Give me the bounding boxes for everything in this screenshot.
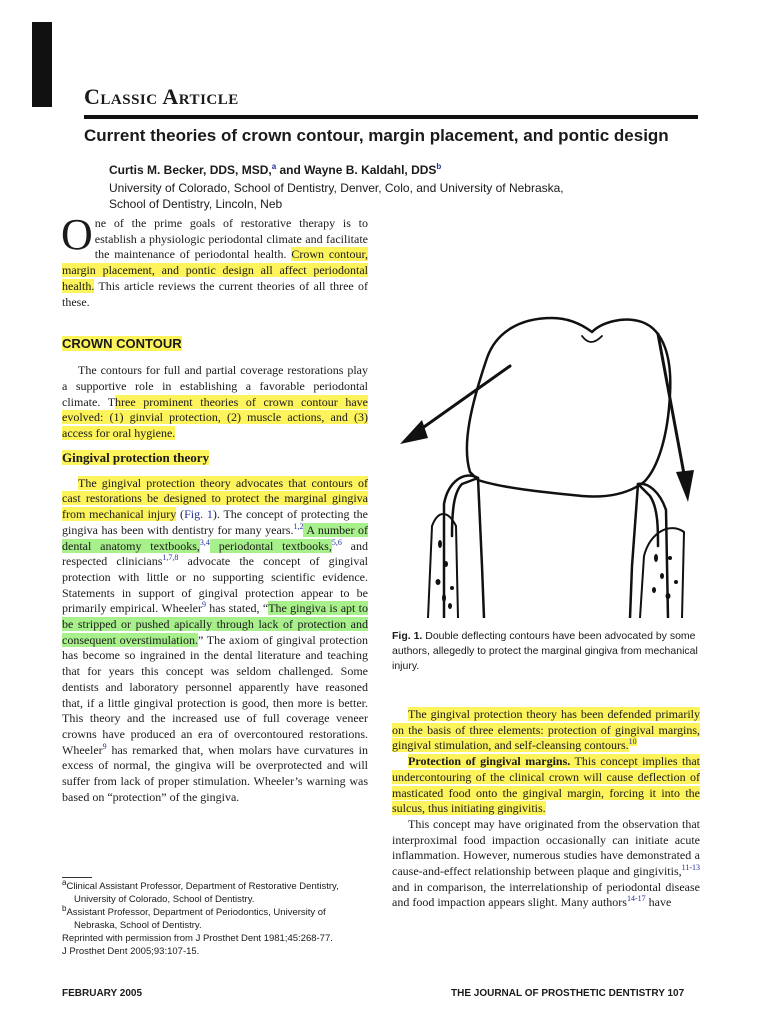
citation-link[interactable]: 9: [201, 600, 206, 610]
citation-link[interactable]: 1,2: [293, 521, 304, 531]
deflection-arrow-right-line: [658, 334, 684, 474]
gingiva-right: [638, 484, 668, 618]
citation-link[interactable]: 14-17: [626, 894, 646, 904]
author-2: and Wayne B. Kaldahl, DDS: [276, 163, 437, 177]
citation-link[interactable]: 11-13: [681, 863, 700, 873]
section-heading: CROWN CONTOUR: [62, 336, 182, 352]
citation-link[interactable]: 1,7,8: [162, 553, 179, 563]
root-right: [630, 484, 638, 618]
author-1: Curtis M. Becker, DDS, MSD,: [109, 163, 272, 177]
crown-contour-figure: [392, 296, 712, 618]
drop-cap: O: [61, 210, 93, 259]
affiliation-line: University of Colorado, School of Dentistry, Denver, Colo, and University of Nebraska,: [109, 181, 564, 195]
intro-paragraph: [61, 210, 369, 310]
crown-contour-paragraph: The contours for full and partial coverage restorations play a supportive role in establishing a favorable periodontal climate. Three prominent theories of crown contour have evolved: (1) ginvial protection, (2) muscle actions, and (3) access for oral hygiene.: [62, 363, 368, 441]
citation-link[interactable]: 10: [628, 737, 637, 747]
author-line: [109, 163, 441, 177]
header-rule: [84, 115, 698, 119]
affiliation-line: School of Dentistry, Lincoln, Neb: [109, 197, 283, 211]
footnote-b-cont: Nebraska, School of Dentistry.: [74, 920, 202, 931]
footer-date: FEBRUARY 2005: [62, 988, 143, 999]
author-2-mark: b: [436, 162, 442, 171]
root-left: [478, 478, 484, 618]
gingival-protection-paragraph: The gingival protection theory advocates that contours of cast restorations be designed to protect the marginal gingiva from mechanical injury (Fig. 1). The concept of protecting the gingiva has been with dentistry for many years.$^{1,2}$ A number of dental anatomy textbooks,$^{3,4}$ periodontal textbooks,$^{5,6}$ and respected clinicians$^{1,7,8}$ advocate the concept of gingival protection with little or no supporting scientific evidence. Statements in support of gingival protection appear to be primarily empirical. Wheeler$^9$ has stated, “The gingiva is apt to be stripped or pushed apically through lack of protection and consequent overstimulation.” The axiom of gingival protection has become so ingrained in the dental literature and teaching that for years this concept was seldom challenged. Some dentists and laboratory personnel apparently have reasoned that, if a little gingival protection is good, then more is better. This theory and the increased use of full coverage veneer crowns have produced an era of overcontoured restorations. Wheeler$^9$ has remarked that, when molars have curvatures in excess of normal, the gingiva will be overprotected and will suffer from lack of proper stimulation. Wheeler’s warning was based on “protection” of the gingiva.: [62, 475, 369, 804]
footnote-b: $^b$Assistant Professor, Department of Periodontics, University of: [62, 903, 326, 918]
section-marker-bar: [32, 22, 52, 107]
figure-label: Fig. 1.: [392, 630, 423, 642]
reprint-note: Reprinted with permission from J Prosthet Dent 1981;45:268-77.: [62, 933, 333, 944]
crown-outline: [467, 318, 670, 496]
article-title: Current theories of crown contour, margin placement, and pontic design: [84, 126, 669, 145]
citation-link[interactable]: 3,4: [199, 537, 210, 547]
intro-text: ne of the prime goals of restorative therapy is to establish a physiologic periodontal climate and facilitate the maintenance of periodontal health.: [94, 216, 368, 262]
observation-paragraph: This concept may have originated from the observation that interproximal food impaction occasionally can initiate acute inflammation. However, numerous studies have demonstrated a cause-and-effect relationship between plaque and gingivitis,$^{11-13}$ and in comparison, the interrelationship of periodontal disease and food impaction appears slight. Many authors$^{14-17}$ have: [392, 816, 700, 910]
citation-link[interactable]: 5,6: [331, 537, 342, 547]
author-1-mark: a: [271, 162, 277, 171]
footnote-rule: [62, 877, 92, 878]
figure-link[interactable]: Fig. 1: [184, 507, 213, 522]
subsection-heading: Gingival protection theory: [62, 449, 210, 465]
deflection-arrow-left-line: [414, 366, 510, 434]
figure-caption-text: Double deflecting contours have been advocated by some authors, allegedly to protect the marginal gingiva from mechanical injury.: [392, 630, 698, 672]
citation-note: J Prosthet Dent 2005;93:107-15.: [62, 946, 200, 957]
footnote-a: $^a$Clinical Assistant Professor, Department of Restorative Dentistry,: [62, 877, 339, 892]
intro-highlight: Crown contour, margin placement, and pontic design all affect periodontal health.: [62, 247, 369, 293]
citation-link[interactable]: 9: [102, 741, 107, 751]
deflection-arrow-right-head: [676, 470, 694, 502]
right-column: [392, 707, 700, 911]
deflection-arrow-left-head: [400, 420, 428, 444]
footnote-a-cont: University of Colorado, School of Dentistry.: [74, 894, 255, 905]
figure-caption: [392, 629, 700, 674]
affiliations: [109, 180, 669, 212]
intro-text: This article reviews the current theories of all three of these.: [62, 278, 368, 309]
footer-journal-page: THE JOURNAL OF PROSTHETIC DENTISTRY 107: [451, 988, 685, 999]
footnotes: [62, 877, 372, 958]
article-type-kicker: Classic Article: [84, 84, 239, 109]
defense-paragraph: The gingival protection theory has been defended primarily on the basis of three elements: protection of gingival margins, gingival stimulation, and self-cleansing contours.$^{10}$: [392, 707, 700, 753]
inline-subheading: Protection of gingival margins.: [408, 754, 571, 769]
protection-paragraph: Protection of gingival margins. This concept implies that undercontouring of the clinical crown will cause deflection of masticated food onto the gingival margin, forcing it into the sulcus, thus initiating gingivitis.: [392, 754, 701, 816]
left-column: [61, 210, 369, 806]
gingiva-left: [444, 476, 478, 618]
occlusal-groove: [582, 336, 602, 342]
